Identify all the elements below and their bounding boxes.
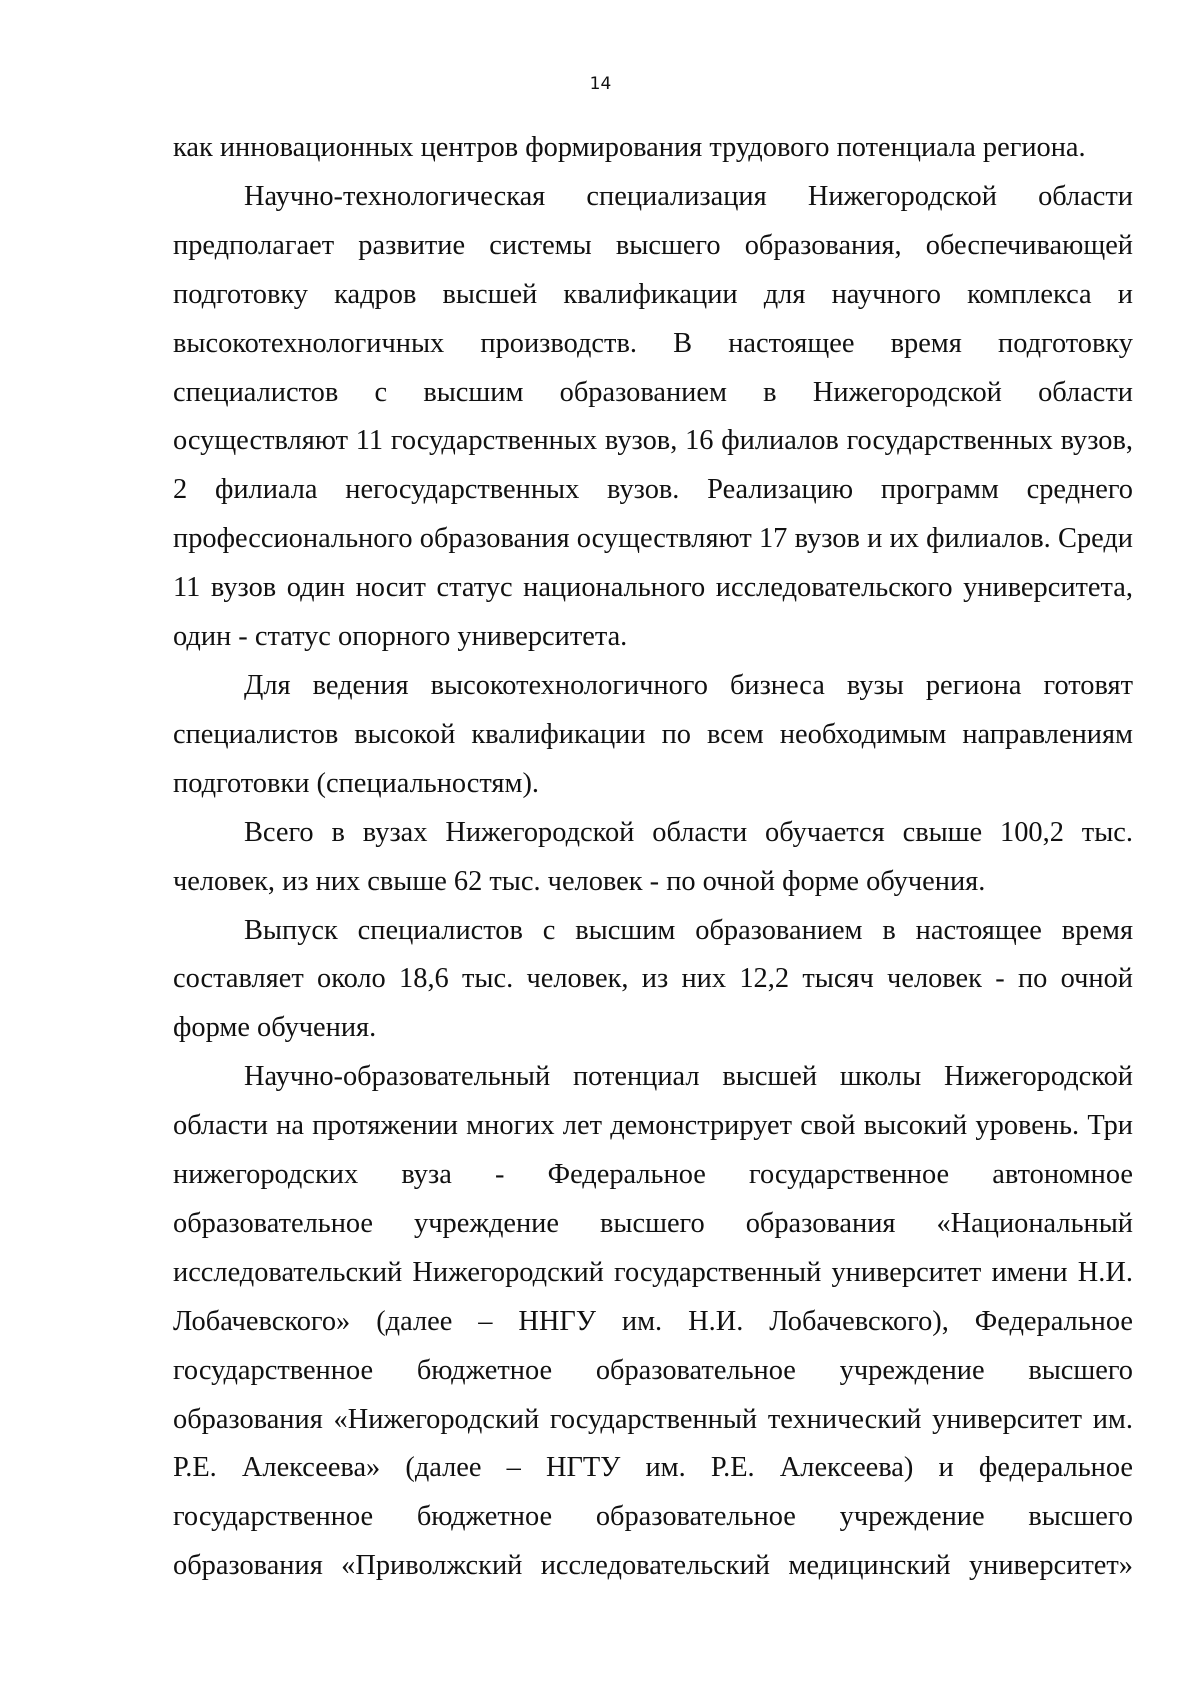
paragraph-research-potential: Научно-образовательный потенциал высшей школы Нижегородской области на протяжении многих лет демонстрирует свой высокий уровень. Три нижегородских вуза - Федеральное государственное автономное образовательное учреждение высшего образования «Национальный исследовательский Нижегородский государственный университет имени Н.И. Лобачевского» (далее – ННГУ им. Н.И. Лобачевского), Федеральное государственное бюджетное образовательное учреждение высшего образования «Нижегородский государственный технический университет им. Р.Е. Алексеева» (далее – НГТУ им. Р.Е. Алексеева) и федеральное государственное бюджетное образовательное учреждение высшего образования «Приволжский исследовательский медицинский университет» [173,1061,1133,1582]
paragraph-business-training: Для ведения высокотехнологичного бизнеса вузы региона готовят специалистов высокой квалификации по всем необходимым направлениям подготовки (специальностям). [173,669,1133,799]
document-body [173,124,1133,1591]
paragraph-student-count: Всего в вузах Нижегородской области обучается свыше 100,2 тыс. человек, из них свыше 62 тыс. человек - по очной форме обучения. [173,816,1133,897]
paragraph-graduates: Выпуск специалистов с высшим образованием в настоящее время составляет около 18,6 тыс. человек, из них 12,2 тысяч человек - по очной форме обучения. [173,914,1133,1044]
paragraph-specialization: Научно-технологическая специализация Нижегородской области предполагает развитие системы высшего образования, обеспечивающей подготовку кадров высшей квалификации для научного комплекса и высокотехнологичных производств. В настоящее время подготовку специалистов с высшим образованием в Нижегородской области осуществляют 11 государственных вузов, 16 филиалов государственных вузов, 2 филиала негосударственных вузов. Реализацию программ среднего профессионального образования осуществляют 17 вузов и их филиалов. Среди 11 вузов один носит статус национального исследовательского университета, один - статус опорного университета. [173,180,1133,653]
paragraph-continuation: как инновационных центров формирования трудового потенциала региона. [173,132,1086,163]
page-number: 14 [589,74,612,94]
